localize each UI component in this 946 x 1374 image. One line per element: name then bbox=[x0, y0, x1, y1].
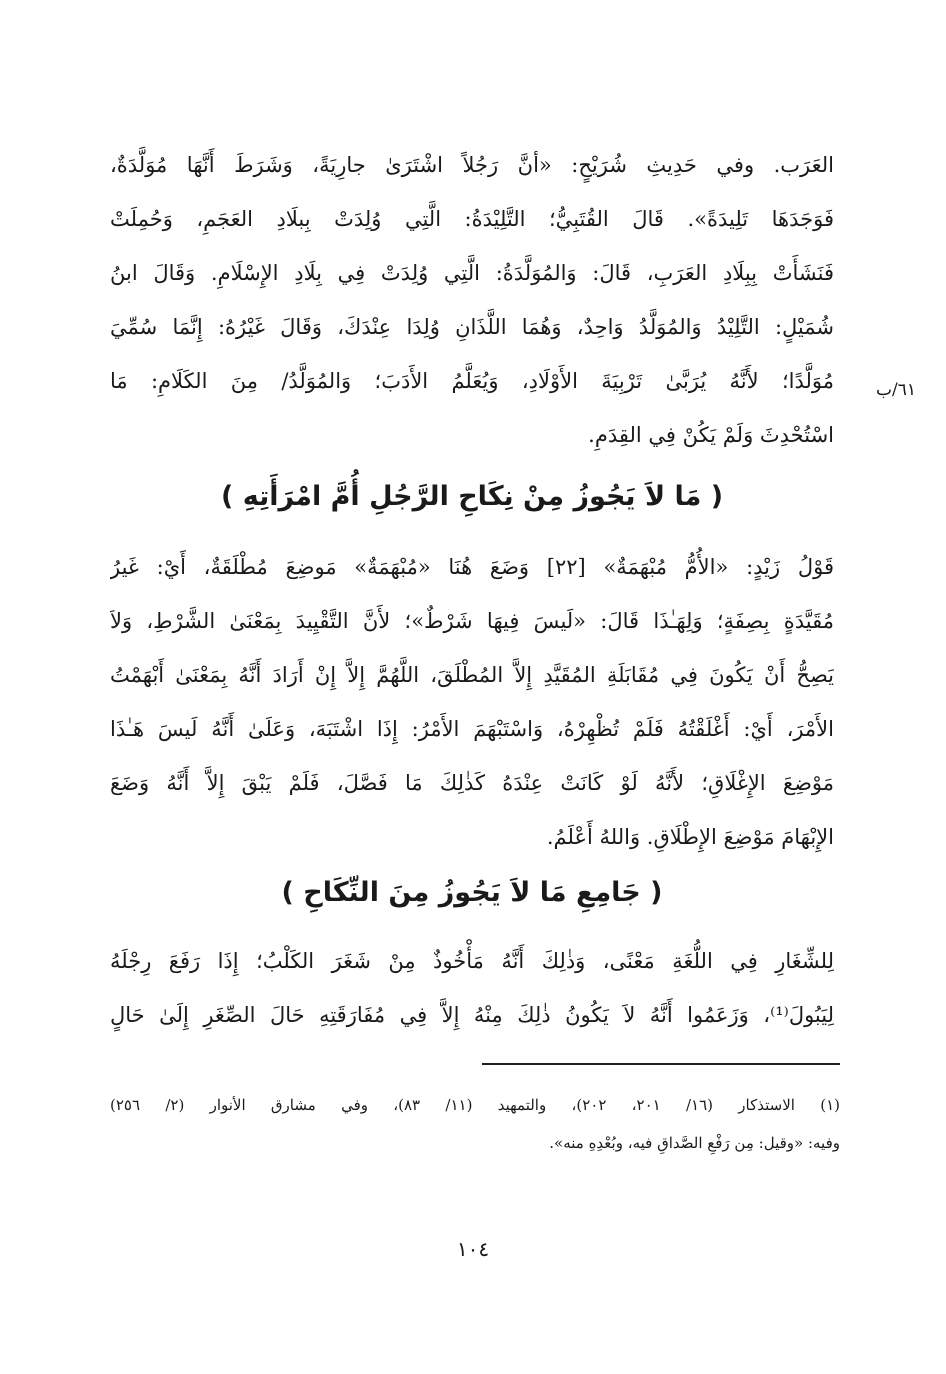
footnote-line: (١) الاستذكار (١٦/ ٢٠١، ٢٠٢)، والتمهيد (١١/ ٨٣)، وفي مشارق الأنوار (٢/ ٢٥٦) bbox=[110, 1096, 840, 1114]
text-line: شُمَيْلٍ: التَّلِيْدُ وَالمُوَلَّدُ وَاحِدٌ، وَهُمَا اللَّذَانِ وُلِدَا عِنْدَكَ، وَقَالَ غَيْرُهُ: إِنَّمَا سُمِّيَ bbox=[110, 315, 834, 339]
footnotes bbox=[110, 1086, 840, 1162]
margin-folio-note: ٦١/ب bbox=[876, 380, 916, 400]
text-line: فَوَجَدَهَا تَلِيدَةً». قَالَ القُتَبِيُّ؛ التَّلِيْدَةُ: الَّتِي وُلِدَتْ بِبلَادِ العَجَمِ، وَحُمِلَتْ bbox=[110, 207, 834, 231]
text-line: قَوْلُ زَيْدٍ: «الأُمُّ مُبْهَمَةٌ» [٢٢] وَضَعَ هُنَا «مُبْهَمَةٌ» مَوضِعَ مُطْلَقَةٌ، أَيْ: غَيرُ bbox=[110, 555, 834, 579]
page-number: ١٠٤ bbox=[456, 1237, 490, 1261]
text-line: فَنَشَأَتْ بِبِلَادِ العَرَبِ، قَالَ: وَالمُوَلَّدَةُ: الَّتِي وُلِدَتْ فِي بِلَادِ الإِسْلَامِ. وَقَالَ ابنُ bbox=[110, 261, 834, 285]
text-line: مُقَيَّدَةٍ بِصِفَةٍ؛ وَلِهَـٰذَا قَالَ: «لَيسَ فِيهَا شَرْطٌ»؛ لأَنَّ التَّقْيِيدَ بِمَعْنَىٰ الشَّرْطِ، وَلاَ bbox=[110, 609, 834, 633]
text-line: مَوْضِعَ الإِغْلَاقِ؛ لأَنَّهُ لَوْ كَانَتْ عِنْدَهُ كَذٰلِكَ مَا فَصَّلَ، فَلَمْ يَبْقَ إِلاَّ أَنَّهُ وَضَعَ bbox=[110, 771, 834, 795]
paragraph-walad-definitions bbox=[110, 138, 834, 462]
text-line: مُوَلَّدًا؛ لأَنَّهُ يُرَبَّىٰ تَرْبِيَةَ الأَوْلَادِ، وَيُعَلَّمُ الأَدَبَ؛ وَالمُوَلَّدُ/ مِنَ الكَلَامِ: مَا bbox=[110, 369, 834, 393]
text-line: العَرَب. وفي حَدِيثِ شُرَيْحٍ: «أنَّ رَجُلاً اشْتَرَىٰ جارِيَةً، وَشَرَطَ أَنَّهَا مُوَلَّدَةٌ، bbox=[110, 153, 834, 177]
footnote-line: وفيه: «وقيل: مِن رَفْعِ الصَّداقِ فيه، وبُعْدِهِ منه». bbox=[549, 1134, 840, 1152]
text-line: اسْتُحْدِثَ وَلَمْ يَكُنْ فِي القِدَمِ. bbox=[588, 423, 834, 447]
text-line: يَصِحُّ أَنْ يَكُونَ فِي مُقَابَلَةِ المُقَيَّدِ إِلاَّ المُطْلَقَ، اللَّهُمَّ إِلاَّ إِنْ أَرَادَ أَنَّهُ بِمَعْنَىٰ أَبْهَمْتُ bbox=[110, 663, 834, 687]
paragraph-shighar bbox=[110, 934, 834, 1042]
text-line: الأَمْرَ، أَيْ: أَغْلَقْتُهُ فَلَمْ تُظْهِرْهُ، وَاسْتَبْهَمَ الأَمْرُ: إِذَا اشْتَبَهَ، وَعَلَىٰ أَنَّهُ لَيسَ هَـٰذَا bbox=[110, 717, 834, 741]
text-line: الإِبْهَامَ مَوْضِعَ الإِطْلَاقِ. وَاللهُ أَعْلَمُ. bbox=[546, 825, 834, 849]
footnote-divider bbox=[482, 1063, 840, 1065]
text-line: لِيَبُولَ⁽¹⁾، وَزَعَمُوا أَنَّهُ لاَ يَكُونُ ذٰلِكَ مِنْهُ إِلاَّ فِي مُفَارَقَتِهِ حَالَ الصِّغَرِ إِلَىٰ حَالٍ bbox=[110, 1003, 834, 1027]
section-heading: ( مَا لاَ يَجُوزُ مِنْ نِكَاحِ الرَّجُلِ أُمَّ امْرَأَتِهِ ) bbox=[220, 481, 724, 512]
paragraph-mubhama bbox=[110, 540, 834, 864]
section-heading: ( جَامِعِ مَا لاَ يَجُوزُ مِنَ النِّكَاحِ ) bbox=[281, 877, 663, 908]
text-line: لِلشِّغَارِ فِي اللُّغَةِ مَعْنًى، وَذٰلِكَ أَنَّهُ مَأْخُوذٌ مِنْ شَغَرَ الكَلْبُ؛ إِذَا رَفَعَ رِجْلَهُ bbox=[110, 949, 834, 973]
